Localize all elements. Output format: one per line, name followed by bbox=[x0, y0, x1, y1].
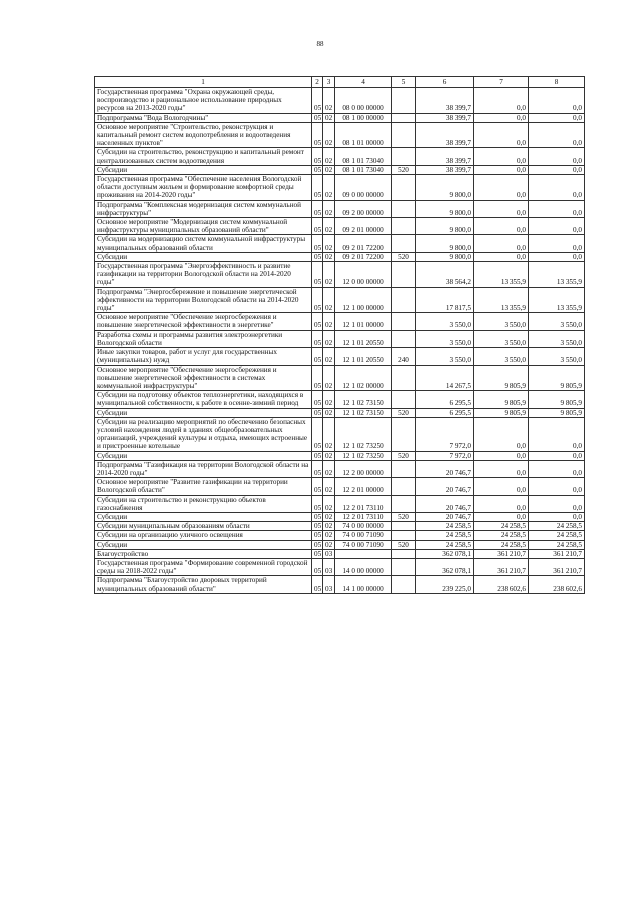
expense-type-code bbox=[392, 522, 416, 531]
amount-year-3: 0,0 bbox=[529, 235, 585, 252]
section-code: 05 bbox=[312, 549, 323, 558]
amount-year-1: 3 550,0 bbox=[416, 330, 474, 347]
amount-year-3: 0,0 bbox=[529, 252, 585, 261]
amount-year-2: 0,0 bbox=[474, 417, 529, 451]
amount-year-2: 0,0 bbox=[474, 235, 529, 252]
subsection-code: 03 bbox=[323, 558, 335, 575]
target-article-code: 12 1 01 20550 bbox=[335, 330, 392, 347]
row-name: Основное мероприятие "Развитие газификации на территории Вологодской области" bbox=[95, 478, 312, 495]
subsection-code: 02 bbox=[323, 113, 335, 122]
section-code: 05 bbox=[312, 391, 323, 408]
page-number: 88 bbox=[316, 40, 324, 48]
row-name: Субсидии на строительство, реконструкцию и капитальный ремонт централизованных систем водоотведения bbox=[95, 148, 312, 165]
table-row bbox=[95, 549, 585, 558]
table-row bbox=[95, 522, 585, 531]
amount-year-1: 9 800,0 bbox=[416, 252, 474, 261]
table-row bbox=[95, 576, 585, 593]
amount-year-1: 17 817,5 bbox=[416, 287, 474, 313]
column-header: 4 bbox=[335, 77, 392, 88]
amount-year-1: 3 550,0 bbox=[416, 348, 474, 365]
target-article-code: 12 1 02 73150 bbox=[335, 408, 392, 417]
amount-year-3: 0,0 bbox=[529, 218, 585, 235]
amount-year-3: 0,0 bbox=[529, 148, 585, 165]
row-name: Субсидии bbox=[95, 540, 312, 549]
table-row bbox=[95, 348, 585, 365]
amount-year-3: 9 805,9 bbox=[529, 408, 585, 417]
table-row bbox=[95, 313, 585, 330]
amount-year-2: 238 602,6 bbox=[474, 576, 529, 593]
row-name: Основное мероприятие "Строительство, реконструкция и капитальный ремонт систем водопотребления и водоотведения населенных пунктов" bbox=[95, 122, 312, 148]
target-article-code: 12 1 00 00000 bbox=[335, 287, 392, 313]
subsection-code: 02 bbox=[323, 451, 335, 460]
row-name: Государственная программа "Формирование современной городской среды на 2018-2022 годы" bbox=[95, 558, 312, 575]
amount-year-3: 238 602,6 bbox=[529, 576, 585, 593]
amount-year-3: 361 210,7 bbox=[529, 558, 585, 575]
expense-type-code bbox=[392, 558, 416, 575]
amount-year-1: 24 258,5 bbox=[416, 531, 474, 540]
subsection-code: 02 bbox=[323, 262, 335, 288]
expense-type-code bbox=[392, 175, 416, 201]
amount-year-1: 9 800,0 bbox=[416, 200, 474, 217]
target-article-code: 12 0 00 00000 bbox=[335, 262, 392, 288]
section-code: 05 bbox=[312, 451, 323, 460]
expense-type-code bbox=[392, 113, 416, 122]
target-article-code: 12 1 01 00000 bbox=[335, 313, 392, 330]
amount-year-3: 24 258,5 bbox=[529, 522, 585, 531]
expense-type-code: 520 bbox=[392, 165, 416, 174]
table-row bbox=[95, 365, 585, 391]
table-row bbox=[95, 330, 585, 347]
amount-year-2: 0,0 bbox=[474, 113, 529, 122]
amount-year-1: 38 399,7 bbox=[416, 113, 474, 122]
amount-year-2: 3 550,0 bbox=[474, 330, 529, 347]
table-row bbox=[95, 512, 585, 521]
expense-type-code: 240 bbox=[392, 348, 416, 365]
subsection-code: 02 bbox=[323, 235, 335, 252]
amount-year-2: 24 258,5 bbox=[474, 522, 529, 531]
table-row bbox=[95, 148, 585, 165]
subsection-code: 02 bbox=[323, 252, 335, 261]
amount-year-1: 6 295,5 bbox=[416, 408, 474, 417]
amount-year-2: 24 258,5 bbox=[474, 531, 529, 540]
section-code: 05 bbox=[312, 408, 323, 417]
expense-type-code bbox=[392, 478, 416, 495]
target-article-code: 14 0 00 00000 bbox=[335, 558, 392, 575]
amount-year-1: 38 399,7 bbox=[416, 122, 474, 148]
table-row bbox=[95, 451, 585, 460]
row-name: Разработка схемы и программы развития электроэнергетики Вологодской области bbox=[95, 330, 312, 347]
table-row bbox=[95, 558, 585, 575]
section-code: 05 bbox=[312, 522, 323, 531]
amount-year-2: 0,0 bbox=[474, 451, 529, 460]
subsection-code: 02 bbox=[323, 460, 335, 477]
target-article-code: 08 1 00 00000 bbox=[335, 113, 392, 122]
amount-year-3: 0,0 bbox=[529, 113, 585, 122]
subsection-code: 03 bbox=[323, 549, 335, 558]
row-name: Субсидии на модернизацию систем коммунальной инфраструктуры муниципальных образований области bbox=[95, 235, 312, 252]
expense-type-code bbox=[392, 287, 416, 313]
target-article-code: 12 2 01 73110 bbox=[335, 495, 392, 512]
amount-year-2: 24 258,5 bbox=[474, 540, 529, 549]
amount-year-2: 0,0 bbox=[474, 165, 529, 174]
table-row bbox=[95, 460, 585, 477]
expense-type-code bbox=[392, 148, 416, 165]
row-name: Субсидии bbox=[95, 165, 312, 174]
expense-type-code bbox=[392, 200, 416, 217]
section-code: 05 bbox=[312, 287, 323, 313]
amount-year-3: 13 355,9 bbox=[529, 287, 585, 313]
expense-type-code bbox=[392, 313, 416, 330]
table-row bbox=[95, 478, 585, 495]
section-code: 05 bbox=[312, 122, 323, 148]
row-name: Подпрограмма "Газификация на территории Вологодской области на 2014-2020 годы" bbox=[95, 460, 312, 477]
amount-year-1: 9 800,0 bbox=[416, 175, 474, 201]
section-code: 05 bbox=[312, 540, 323, 549]
row-name: Благоустройство bbox=[95, 549, 312, 558]
target-article-code: 08 1 01 73040 bbox=[335, 148, 392, 165]
table-row bbox=[95, 122, 585, 148]
section-code: 05 bbox=[312, 576, 323, 593]
subsection-code: 02 bbox=[323, 531, 335, 540]
expense-type-code: 520 bbox=[392, 540, 416, 549]
section-code: 05 bbox=[312, 218, 323, 235]
target-article-code bbox=[335, 549, 392, 558]
expense-type-code bbox=[392, 365, 416, 391]
amount-year-2: 13 355,9 bbox=[474, 262, 529, 288]
row-name: Субсидии bbox=[95, 252, 312, 261]
section-code: 05 bbox=[312, 252, 323, 261]
table-row bbox=[95, 252, 585, 261]
amount-year-3: 0,0 bbox=[529, 417, 585, 451]
header-row bbox=[95, 77, 585, 88]
table-row bbox=[95, 235, 585, 252]
subsection-code: 03 bbox=[323, 576, 335, 593]
row-name: Субсидии на строительство и реконструкцию объектов газоснабжения bbox=[95, 495, 312, 512]
column-header: 8 bbox=[529, 77, 585, 88]
expense-type-code bbox=[392, 460, 416, 477]
section-code: 05 bbox=[312, 262, 323, 288]
amount-year-3: 0,0 bbox=[529, 200, 585, 217]
row-name: Подпрограмма "Энергосбережение и повышение энергетической эффективности на территории Вологодской области на 2014-2020 годы" bbox=[95, 287, 312, 313]
section-code: 05 bbox=[312, 495, 323, 512]
amount-year-1: 38 399,7 bbox=[416, 88, 474, 114]
target-article-code: 12 1 02 73250 bbox=[335, 451, 392, 460]
target-article-code: 09 2 00 00000 bbox=[335, 200, 392, 217]
subsection-code: 02 bbox=[323, 200, 335, 217]
amount-year-2: 13 355,9 bbox=[474, 287, 529, 313]
row-name: Подпрограмма "Вода Вологодчины" bbox=[95, 113, 312, 122]
amount-year-2: 3 550,0 bbox=[474, 348, 529, 365]
expense-type-code bbox=[392, 218, 416, 235]
amount-year-1: 20 746,7 bbox=[416, 460, 474, 477]
amount-year-1: 239 225,0 bbox=[416, 576, 474, 593]
expense-type-code: 520 bbox=[392, 252, 416, 261]
column-header: 7 bbox=[474, 77, 529, 88]
amount-year-1: 7 972,0 bbox=[416, 451, 474, 460]
column-header: 5 bbox=[392, 77, 416, 88]
table-row bbox=[95, 417, 585, 451]
amount-year-2: 361 210,7 bbox=[474, 549, 529, 558]
row-name: Субсидии на организацию уличного освещения bbox=[95, 531, 312, 540]
section-code: 05 bbox=[312, 88, 323, 114]
amount-year-3: 0,0 bbox=[529, 512, 585, 521]
amount-year-3: 3 550,0 bbox=[529, 330, 585, 347]
amount-year-1: 14 267,5 bbox=[416, 365, 474, 391]
section-code: 05 bbox=[312, 460, 323, 477]
target-article-code: 12 1 02 73150 bbox=[335, 391, 392, 408]
amount-year-2: 0,0 bbox=[474, 460, 529, 477]
section-code: 05 bbox=[312, 165, 323, 174]
amount-year-3: 13 355,9 bbox=[529, 262, 585, 288]
subsection-code: 02 bbox=[323, 175, 335, 201]
table-row bbox=[95, 408, 585, 417]
subsection-code: 02 bbox=[323, 148, 335, 165]
column-header: 2 bbox=[312, 77, 323, 88]
target-article-code: 12 2 00 00000 bbox=[335, 460, 392, 477]
expense-type-code bbox=[392, 262, 416, 288]
row-name: Субсидии на подготовку объектов теплоэнергетики, находящихся в муниципальной собственности, к работе в осенне-зимний период bbox=[95, 391, 312, 408]
amount-year-1: 362 078,1 bbox=[416, 558, 474, 575]
expense-type-code bbox=[392, 495, 416, 512]
amount-year-3: 0,0 bbox=[529, 478, 585, 495]
subsection-code: 02 bbox=[323, 365, 335, 391]
amount-year-3: 9 805,9 bbox=[529, 365, 585, 391]
target-article-code: 12 2 01 73110 bbox=[335, 512, 392, 521]
table-row bbox=[95, 531, 585, 540]
expense-type-code: 520 bbox=[392, 512, 416, 521]
expense-type-code bbox=[392, 235, 416, 252]
target-article-code: 09 0 00 00000 bbox=[335, 175, 392, 201]
subsection-code: 02 bbox=[323, 522, 335, 531]
section-code: 05 bbox=[312, 200, 323, 217]
budget-table bbox=[94, 76, 585, 594]
expense-type-code bbox=[392, 122, 416, 148]
table-row bbox=[95, 262, 585, 288]
amount-year-3: 24 258,5 bbox=[529, 531, 585, 540]
section-code: 05 bbox=[312, 531, 323, 540]
target-article-code: 08 1 01 73040 bbox=[335, 165, 392, 174]
section-code: 05 bbox=[312, 113, 323, 122]
table-row bbox=[95, 540, 585, 549]
target-article-code: 12 1 02 73250 bbox=[335, 417, 392, 451]
row-name: Подпрограмма "Комплексная модернизация систем коммунальной инфраструктуры" bbox=[95, 200, 312, 217]
amount-year-2: 0,0 bbox=[474, 148, 529, 165]
amount-year-1: 9 800,0 bbox=[416, 218, 474, 235]
row-name: Подпрограмма "Благоустройство дворовых территорий муниципальных образований области" bbox=[95, 576, 312, 593]
target-article-code: 14 1 00 00000 bbox=[335, 576, 392, 593]
section-code: 05 bbox=[312, 175, 323, 201]
row-name: Субсидии на реализацию мероприятий по обеспечению безопасных условий нахождения людей в зданиях общеобразовательных организаций, учреждений культуры и отдыха, имеющих встроенные и пристроенные котельные bbox=[95, 417, 312, 451]
amount-year-3: 361 210,7 bbox=[529, 549, 585, 558]
amount-year-3: 0,0 bbox=[529, 122, 585, 148]
target-article-code: 08 1 01 00000 bbox=[335, 122, 392, 148]
expense-type-code: 520 bbox=[392, 408, 416, 417]
section-code: 05 bbox=[312, 417, 323, 451]
amount-year-1: 20 746,7 bbox=[416, 512, 474, 521]
amount-year-3: 24 258,5 bbox=[529, 540, 585, 549]
amount-year-2: 0,0 bbox=[474, 88, 529, 114]
target-article-code: 08 0 00 00000 bbox=[335, 88, 392, 114]
amount-year-1: 24 258,5 bbox=[416, 540, 474, 549]
amount-year-2: 9 805,9 bbox=[474, 408, 529, 417]
expense-type-code bbox=[392, 391, 416, 408]
row-name: Государственная программа "Энергоэффективность и развитие газификации на территории Вологодской области на 2014-2020 годы" bbox=[95, 262, 312, 288]
section-code: 05 bbox=[312, 313, 323, 330]
amount-year-3: 0,0 bbox=[529, 175, 585, 201]
amount-year-1: 38 564,2 bbox=[416, 262, 474, 288]
row-name: Государственная программа "Охрана окружающей среды, воспроизводство и рациональное использование природных ресурсов на 2013-2020 годы" bbox=[95, 88, 312, 114]
row-name: Основное мероприятие "Обеспечение энергосбережения и повышение энергетической эффективности в системах коммунальной инфраструктуры" bbox=[95, 365, 312, 391]
expense-type-code bbox=[392, 531, 416, 540]
target-article-code: 74 0 00 00000 bbox=[335, 522, 392, 531]
amount-year-1: 20 746,7 bbox=[416, 495, 474, 512]
amount-year-3: 0,0 bbox=[529, 460, 585, 477]
row-name: Субсидии bbox=[95, 512, 312, 521]
subsection-code: 02 bbox=[323, 391, 335, 408]
target-article-code: 12 2 01 00000 bbox=[335, 478, 392, 495]
amount-year-1: 7 972,0 bbox=[416, 417, 474, 451]
subsection-code: 02 bbox=[323, 88, 335, 114]
target-article-code: 09 2 01 00000 bbox=[335, 218, 392, 235]
expense-type-code bbox=[392, 576, 416, 593]
amount-year-1: 20 746,7 bbox=[416, 478, 474, 495]
table-row bbox=[95, 287, 585, 313]
amount-year-2: 9 805,9 bbox=[474, 391, 529, 408]
target-article-code: 09 2 01 72200 bbox=[335, 235, 392, 252]
target-article-code: 74 0 00 71090 bbox=[335, 531, 392, 540]
amount-year-3: 9 805,9 bbox=[529, 391, 585, 408]
amount-year-1: 9 800,0 bbox=[416, 235, 474, 252]
amount-year-3: 0,0 bbox=[529, 495, 585, 512]
section-code: 05 bbox=[312, 348, 323, 365]
section-code: 05 bbox=[312, 558, 323, 575]
table-row bbox=[95, 391, 585, 408]
amount-year-2: 3 550,0 bbox=[474, 313, 529, 330]
row-name: Основное мероприятие "Модернизация систем коммунальной инфраструктуры муниципальных образований области" bbox=[95, 218, 312, 235]
subsection-code: 02 bbox=[323, 330, 335, 347]
amount-year-1: 362 078,1 bbox=[416, 549, 474, 558]
target-article-code: 12 1 02 00000 bbox=[335, 365, 392, 391]
table-body bbox=[95, 88, 585, 594]
subsection-code: 02 bbox=[323, 495, 335, 512]
section-code: 05 bbox=[312, 235, 323, 252]
amount-year-3: 0,0 bbox=[529, 165, 585, 174]
table-row bbox=[95, 175, 585, 201]
column-header: 1 bbox=[95, 77, 312, 88]
amount-year-2: 0,0 bbox=[474, 200, 529, 217]
section-code: 05 bbox=[312, 512, 323, 521]
expense-type-code bbox=[392, 88, 416, 114]
expense-type-code bbox=[392, 330, 416, 347]
amount-year-1: 38 399,7 bbox=[416, 148, 474, 165]
subsection-code: 02 bbox=[323, 165, 335, 174]
amount-year-1: 6 295,5 bbox=[416, 391, 474, 408]
row-name: Основное мероприятие "Обеспечение энергосбережения и повышение энергетической эффективности в энергетике" bbox=[95, 313, 312, 330]
section-code: 05 bbox=[312, 148, 323, 165]
amount-year-2: 0,0 bbox=[474, 218, 529, 235]
subsection-code: 02 bbox=[323, 512, 335, 521]
subsection-code: 02 bbox=[323, 478, 335, 495]
section-code: 05 bbox=[312, 330, 323, 347]
expense-type-code bbox=[392, 549, 416, 558]
amount-year-2: 0,0 bbox=[474, 175, 529, 201]
amount-year-3: 3 550,0 bbox=[529, 313, 585, 330]
subsection-code: 02 bbox=[323, 122, 335, 148]
table-row bbox=[95, 113, 585, 122]
row-name: Государственная программа "Обеспечение населения Вологодской области доступным жильем и формирование комфортной среды проживания на 2014-2020 годы" bbox=[95, 175, 312, 201]
amount-year-2: 361 210,7 bbox=[474, 558, 529, 575]
table-row bbox=[95, 165, 585, 174]
subsection-code: 02 bbox=[323, 287, 335, 313]
subsection-code: 02 bbox=[323, 540, 335, 549]
section-code: 05 bbox=[312, 365, 323, 391]
column-header: 6 bbox=[416, 77, 474, 88]
amount-year-2: 0,0 bbox=[474, 512, 529, 521]
table-row bbox=[95, 200, 585, 217]
amount-year-2: 9 805,9 bbox=[474, 365, 529, 391]
subsection-code: 02 bbox=[323, 348, 335, 365]
table-row bbox=[95, 218, 585, 235]
subsection-code: 02 bbox=[323, 218, 335, 235]
amount-year-1: 3 550,0 bbox=[416, 313, 474, 330]
amount-year-3: 0,0 bbox=[529, 451, 585, 460]
row-name: Субсидии bbox=[95, 408, 312, 417]
amount-year-2: 0,0 bbox=[474, 478, 529, 495]
section-code: 05 bbox=[312, 478, 323, 495]
amount-year-2: 0,0 bbox=[474, 495, 529, 512]
target-article-code: 74 0 00 71090 bbox=[335, 540, 392, 549]
amount-year-3: 0,0 bbox=[529, 88, 585, 114]
amount-year-1: 24 258,5 bbox=[416, 522, 474, 531]
target-article-code: 12 1 01 20550 bbox=[335, 348, 392, 365]
row-name: Субсидии муниципальным образованиям области bbox=[95, 522, 312, 531]
table-row bbox=[95, 88, 585, 114]
subsection-code: 02 bbox=[323, 313, 335, 330]
target-article-code: 09 2 01 72200 bbox=[335, 252, 392, 261]
subsection-code: 02 bbox=[323, 408, 335, 417]
row-name: Субсидии bbox=[95, 451, 312, 460]
expense-type-code: 520 bbox=[392, 451, 416, 460]
amount-year-1: 38 399,7 bbox=[416, 165, 474, 174]
expense-type-code bbox=[392, 417, 416, 451]
column-header: 3 bbox=[323, 77, 335, 88]
table-row bbox=[95, 495, 585, 512]
amount-year-2: 0,0 bbox=[474, 122, 529, 148]
amount-year-3: 3 550,0 bbox=[529, 348, 585, 365]
subsection-code: 02 bbox=[323, 417, 335, 451]
amount-year-2: 0,0 bbox=[474, 252, 529, 261]
row-name: Иные закупки товаров, работ и услуг для государственных (муниципальных) нужд bbox=[95, 348, 312, 365]
